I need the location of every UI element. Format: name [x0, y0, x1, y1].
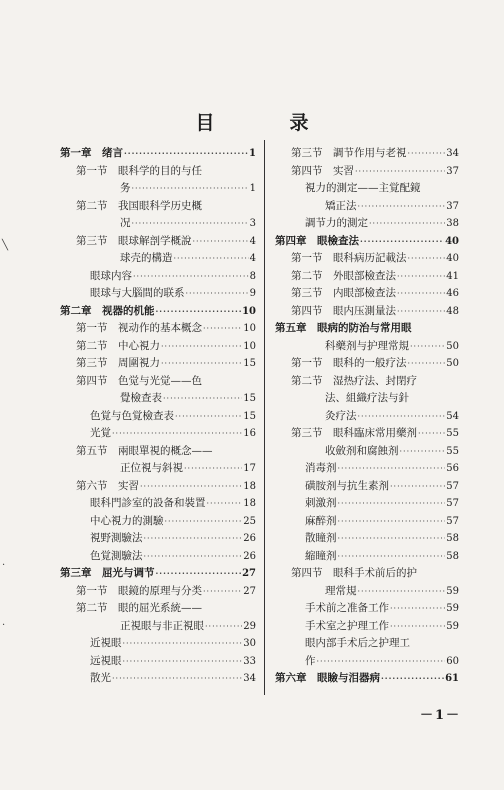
- toc-entry-title: 第一章 绪言: [60, 147, 123, 159]
- toc-entry: [60, 268, 256, 286]
- toc-entry-page: 15: [243, 410, 256, 422]
- toc-entry: [60, 233, 256, 251]
- toc-entry-page: 57: [446, 480, 459, 492]
- toc-entry: [60, 303, 256, 321]
- toc-entry-title: 科藥剂与护理常規: [325, 339, 409, 352]
- toc-leader-dots: [203, 320, 242, 338]
- toc-entry-page: 9: [249, 288, 256, 299]
- toc-entry: [275, 233, 459, 251]
- toc-entry-title: 散光: [90, 672, 111, 684]
- toc-entry: [60, 443, 256, 461]
- toc-entry-page: 40: [446, 253, 459, 264]
- toc-entry-title: 眼内部手术后之护理工: [305, 637, 410, 649]
- toc-entry: [275, 373, 459, 391]
- toc-entry: [275, 285, 459, 303]
- toc-entry-title: 作: [305, 654, 316, 667]
- toc-entry: [275, 548, 459, 566]
- toc-leader-dots: [381, 670, 444, 688]
- toc-leader-dots: [358, 198, 446, 216]
- toc-entry: [275, 320, 459, 338]
- toc-leader-dots: [140, 478, 242, 496]
- toc-entry-page: 38: [446, 218, 459, 229]
- toc-entry-title: 麻醉剂: [305, 514, 337, 527]
- toc-entry: [275, 530, 459, 548]
- toc-leader-dots: [161, 338, 242, 356]
- toc-entry: [60, 285, 256, 303]
- toc-leader-dots: [360, 233, 444, 251]
- toc-entry-page: 34: [446, 148, 459, 159]
- toc-entry-page: 37: [446, 200, 459, 212]
- toc-entry-page: 10: [243, 323, 256, 334]
- toc-entry-title: 第一节 视动作的基本概念: [76, 322, 202, 334]
- toc-leader-dots: [338, 513, 446, 531]
- toc-leader-dots: [408, 355, 446, 373]
- toc-entry-page: 26: [243, 550, 256, 562]
- toc-entry-title: 第四节 实習: [291, 164, 354, 177]
- toc-entry-page: 57: [446, 498, 459, 509]
- toc-entry-title: 第二章 视器的机能: [60, 304, 155, 317]
- toc-entry-title: 收斂剂和腐蝕剂: [325, 444, 399, 457]
- toc-entry-title: 眼球与大腦間的联系: [90, 287, 185, 299]
- toc-entry: [60, 565, 256, 583]
- toc-leader-dots: [165, 513, 243, 531]
- toc-leader-dots: [338, 460, 446, 478]
- toc-entry: [60, 163, 256, 181]
- toc-leader-dots: [355, 163, 445, 181]
- toc-leader-dots: [193, 233, 249, 251]
- toc-entry: [275, 180, 459, 198]
- toc-entry: [275, 163, 459, 181]
- toc-entry-title: 第二节 中心視力: [76, 339, 160, 352]
- toc-entry: [275, 513, 459, 531]
- toc-entry-title: 远視眼: [90, 654, 122, 667]
- toc-leader-dots: [338, 530, 446, 548]
- toc-entry-page: 60: [446, 655, 459, 667]
- toc-entry-title: 正位視与斜視: [120, 462, 183, 474]
- toc-entry: [275, 303, 459, 321]
- toc-entry: [60, 548, 256, 566]
- toc-entry-title: 中心視力的測驗: [90, 514, 164, 527]
- toc-entry-page: 30: [243, 638, 256, 649]
- toc-entry-page: 37: [446, 165, 459, 177]
- toc-entry-page: 61: [445, 673, 459, 684]
- toc-leader-dots: [112, 670, 242, 688]
- toc-entry-page: 4: [249, 253, 256, 264]
- toc-leader-dots: [408, 250, 446, 268]
- toc-leader-dots: [156, 565, 242, 583]
- toc-entry-page: 57: [446, 515, 459, 527]
- toc-leader-dots: [184, 460, 242, 478]
- toc-leader-dots: [369, 215, 445, 233]
- edge-mark: ·: [2, 560, 6, 571]
- toc-entry-page: 46: [446, 288, 459, 299]
- toc-entry: [275, 618, 459, 636]
- toc-entry: [275, 565, 459, 583]
- toc-leader-dots: [358, 583, 446, 601]
- toc-entry: [275, 250, 459, 268]
- toc-entry-title: 矯正法: [325, 199, 357, 212]
- toc-entry: [275, 408, 459, 426]
- toc-entry-title: 近視眼: [90, 637, 122, 649]
- toc-entry-title: 第四章 眼檢查法: [275, 234, 359, 247]
- page-title: 目 录: [195, 112, 337, 134]
- toc-entry-page: 3: [249, 218, 256, 229]
- edge-mark: ╲: [2, 240, 9, 251]
- toc-entry-page: 27: [242, 568, 256, 579]
- edge-mark: ·: [2, 620, 6, 631]
- toc-entry: [275, 460, 459, 478]
- toc-entry-page: 18: [243, 498, 256, 509]
- toc-entry: [60, 180, 256, 198]
- toc-entry-page: 40: [445, 235, 459, 247]
- toc-entry: [60, 460, 256, 478]
- toc-leader-dots: [397, 303, 445, 321]
- toc-leader-dots: [358, 408, 446, 426]
- toc-entry-page: 1: [249, 183, 256, 194]
- toc-column-right: [275, 145, 459, 688]
- toc-entry: [275, 338, 459, 356]
- toc-entry-title: 第三节 調节作用与老視: [291, 147, 407, 159]
- toc-leader-dots: [397, 285, 445, 303]
- toc-entry-page: 10: [243, 340, 256, 352]
- toc-entry: [60, 478, 256, 496]
- toc-entry: [60, 600, 256, 618]
- toc-entry: [60, 198, 256, 216]
- toc-entry-title: 理常規: [325, 584, 357, 597]
- toc-entry: [275, 425, 459, 443]
- toc-leader-dots: [132, 215, 249, 233]
- toc-entry-title: 第一节 眼鏡的原理与分类: [76, 584, 202, 597]
- toc-leader-dots: [390, 478, 445, 496]
- toc-leader-dots: [408, 145, 446, 163]
- toc-entry-title: 第二节 外眼部檢查法: [291, 269, 396, 282]
- toc-entry-title: 第二节 我国眼科学历史概: [76, 199, 202, 212]
- toc-entry-title: 第三节 周圍視力: [76, 357, 160, 369]
- toc-entry-page: 10: [242, 305, 256, 317]
- toc-entry: [275, 443, 459, 461]
- toc-entry: [60, 425, 256, 443]
- toc-entry-title: 第四节 眼内压測量法: [291, 304, 396, 317]
- toc-leader-dots: [203, 583, 242, 601]
- toc-entry-page: 1: [249, 148, 256, 159]
- toc-entry-page: 18: [243, 480, 256, 492]
- toc-entry-title: 色覚測驗法: [90, 549, 143, 562]
- toc-entry-page: 16: [243, 428, 256, 439]
- toc-entry-title: 色覚与色覚檢查表: [90, 409, 174, 422]
- toc-entry: [60, 583, 256, 601]
- toc-leader-dots: [123, 635, 243, 653]
- toc-entry-page: 17: [243, 463, 256, 474]
- toc-entry-title: 第六节 实習: [76, 479, 139, 492]
- toc-entry-page: 41: [446, 270, 459, 282]
- column-divider: [264, 140, 265, 695]
- toc-entry-title: 眼科門診室的設备和裝置: [90, 497, 206, 509]
- toc-entry: [275, 390, 459, 408]
- toc-entry: [275, 145, 459, 163]
- toc-entry: [275, 635, 459, 653]
- toc-entry: [60, 250, 256, 268]
- toc-entry-title: 第六章 眼瞼与泪器病: [275, 672, 380, 684]
- toc-leader-dots: [205, 618, 242, 636]
- toc-leader-dots: [161, 355, 242, 373]
- toc-entry: [275, 653, 459, 671]
- toc-leader-dots: [144, 548, 243, 566]
- toc-entry-title: 手术室之护理工作: [305, 619, 389, 632]
- toc-entry-title: 第三章 屈光与调节: [60, 567, 155, 579]
- toc-entry-title: 手术前之准备工作: [305, 602, 389, 614]
- toc-entry-title: 第四节 眼科手术前后的护: [291, 567, 417, 579]
- toc-entry-page: 29: [243, 620, 256, 632]
- toc-leader-dots: [400, 443, 446, 461]
- toc-entry-title: 第三节 眼球解剖学概說: [76, 234, 192, 247]
- toc-entry-title: 第一节 眼科的一般疗法: [291, 357, 407, 369]
- toc-entry: [60, 513, 256, 531]
- toc-entry-title: 务: [120, 182, 131, 194]
- toc-entry: [60, 145, 256, 163]
- toc-entry: [60, 530, 256, 548]
- toc-entry: [275, 600, 459, 618]
- toc-entry-title: 正視眼与非正視眼: [120, 619, 204, 632]
- toc-entry: [275, 268, 459, 286]
- toc-leader-dots: [156, 303, 242, 321]
- toc-leader-dots: [163, 390, 242, 408]
- toc-entry-title: 球壳的構造: [120, 252, 173, 264]
- toc-entry: [60, 338, 256, 356]
- toc-entry-title: 縮瞳剂: [305, 549, 337, 562]
- toc-entry: [60, 373, 256, 391]
- toc-entry-page: 25: [243, 515, 256, 527]
- toc-leader-dots: [144, 530, 243, 548]
- toc-leader-dots: [317, 653, 446, 671]
- toc-leader-dots: [390, 618, 445, 636]
- toc-entry-page: 26: [243, 533, 256, 544]
- toc-leader-dots: [397, 268, 445, 286]
- toc-entry-page: 54: [446, 410, 459, 422]
- toc-entry-title: 調节力的測定: [305, 217, 368, 229]
- toc-entry: [60, 635, 256, 653]
- toc-entry-title: 散瞳剂: [305, 532, 337, 544]
- toc-entry-title: 第四节 色觉与光觉——色: [76, 374, 202, 387]
- toc-entry-page: 55: [446, 445, 459, 457]
- toc-entry-title: 消毒剂: [305, 462, 337, 474]
- toc-entry-page: 48: [446, 305, 459, 317]
- toc-entry: [60, 618, 256, 636]
- toc-entry-title: 覺檢查表: [120, 392, 162, 404]
- toc-entry-title: 視力的測定——主覚配鏡: [305, 182, 421, 194]
- toc-entry-page: 58: [446, 550, 459, 562]
- toc-leader-dots: [390, 600, 445, 618]
- toc-entry-page: 58: [446, 533, 459, 544]
- toc-entry-page: 50: [446, 358, 459, 369]
- toc-leader-dots: [338, 548, 446, 566]
- toc-entry-page: 4: [249, 235, 256, 247]
- toc-entry: [275, 478, 459, 496]
- toc-entry: [275, 355, 459, 373]
- page-number: －1－: [420, 708, 462, 723]
- toc-entry-title: 第二节 眼的屈光系統——: [76, 602, 202, 614]
- toc-entry-title: 第五节 兩眼單視的概念——: [76, 444, 213, 457]
- toc-leader-dots: [418, 425, 445, 443]
- toc-entry-title: 磺胺剂与抗生素剂: [305, 479, 389, 492]
- toc-entry-title: 第五章 眼病的防治与常用眼: [275, 322, 412, 334]
- toc-entry: [275, 583, 459, 601]
- toc-entry-page: 56: [446, 463, 459, 474]
- toc-entry-page: 34: [243, 673, 256, 684]
- toc-entry-page: 33: [243, 655, 256, 667]
- toc-entry-page: 55: [446, 428, 459, 439]
- toc-entry-title: 第三节 眼科臨床常用藥剂: [291, 427, 417, 439]
- toc-entry-page: 59: [446, 585, 459, 597]
- toc-entry-title: 眼球内容: [90, 269, 132, 282]
- toc-entry-title: 光覚: [90, 427, 111, 439]
- toc-entry: [275, 670, 459, 688]
- toc-entry-page: 59: [446, 603, 459, 614]
- toc-leader-dots: [132, 180, 249, 198]
- toc-entry: [60, 215, 256, 233]
- toc-leader-dots: [175, 408, 242, 426]
- toc-entry: [60, 495, 256, 513]
- toc-entry-title: 第二节 湿热疗法、封閉疗: [291, 374, 417, 387]
- toc-entry-title: 法、組織疗法与針: [325, 392, 409, 404]
- toc-column-left: [60, 145, 256, 688]
- toc-entry: [275, 198, 459, 216]
- toc-entry-title: 第一节 眼科病历記載法: [291, 252, 407, 264]
- toc-entry-title: 視野測驗法: [90, 532, 143, 544]
- toc-entry: [60, 355, 256, 373]
- toc-entry-page: 59: [446, 620, 459, 632]
- toc-entry-page: 8: [249, 270, 256, 282]
- toc-entry-page: 15: [243, 393, 256, 404]
- toc-leader-dots: [123, 653, 243, 671]
- toc-entry: [275, 495, 459, 513]
- toc-entry-title: 第一节 眼科学的目的与任: [76, 164, 202, 177]
- toc-entry-title: 刺激剂: [305, 497, 337, 509]
- toc-entry-page: 27: [243, 585, 256, 597]
- toc-entry-title: 灸疗法: [325, 409, 357, 422]
- toc-leader-dots: [338, 495, 446, 513]
- toc-entry: [60, 408, 256, 426]
- toc-entry-page: 50: [446, 340, 459, 352]
- toc-leader-dots: [124, 145, 248, 163]
- toc-entry: [275, 215, 459, 233]
- toc-leader-dots: [186, 285, 249, 303]
- toc-entry: [60, 390, 256, 408]
- toc-entry: [60, 320, 256, 338]
- toc-entry-title: 况: [120, 217, 131, 229]
- toc-entry-page: 15: [243, 358, 256, 369]
- toc-entry: [60, 653, 256, 671]
- toc-leader-dots: [133, 268, 249, 286]
- toc-leader-dots: [112, 425, 242, 443]
- toc-leader-dots: [174, 250, 249, 268]
- toc-leader-dots: [410, 338, 445, 356]
- toc-entry: [60, 670, 256, 688]
- toc-leader-dots: [207, 495, 243, 513]
- toc-entry-title: 第三节 内眼部檢查法: [291, 287, 396, 299]
